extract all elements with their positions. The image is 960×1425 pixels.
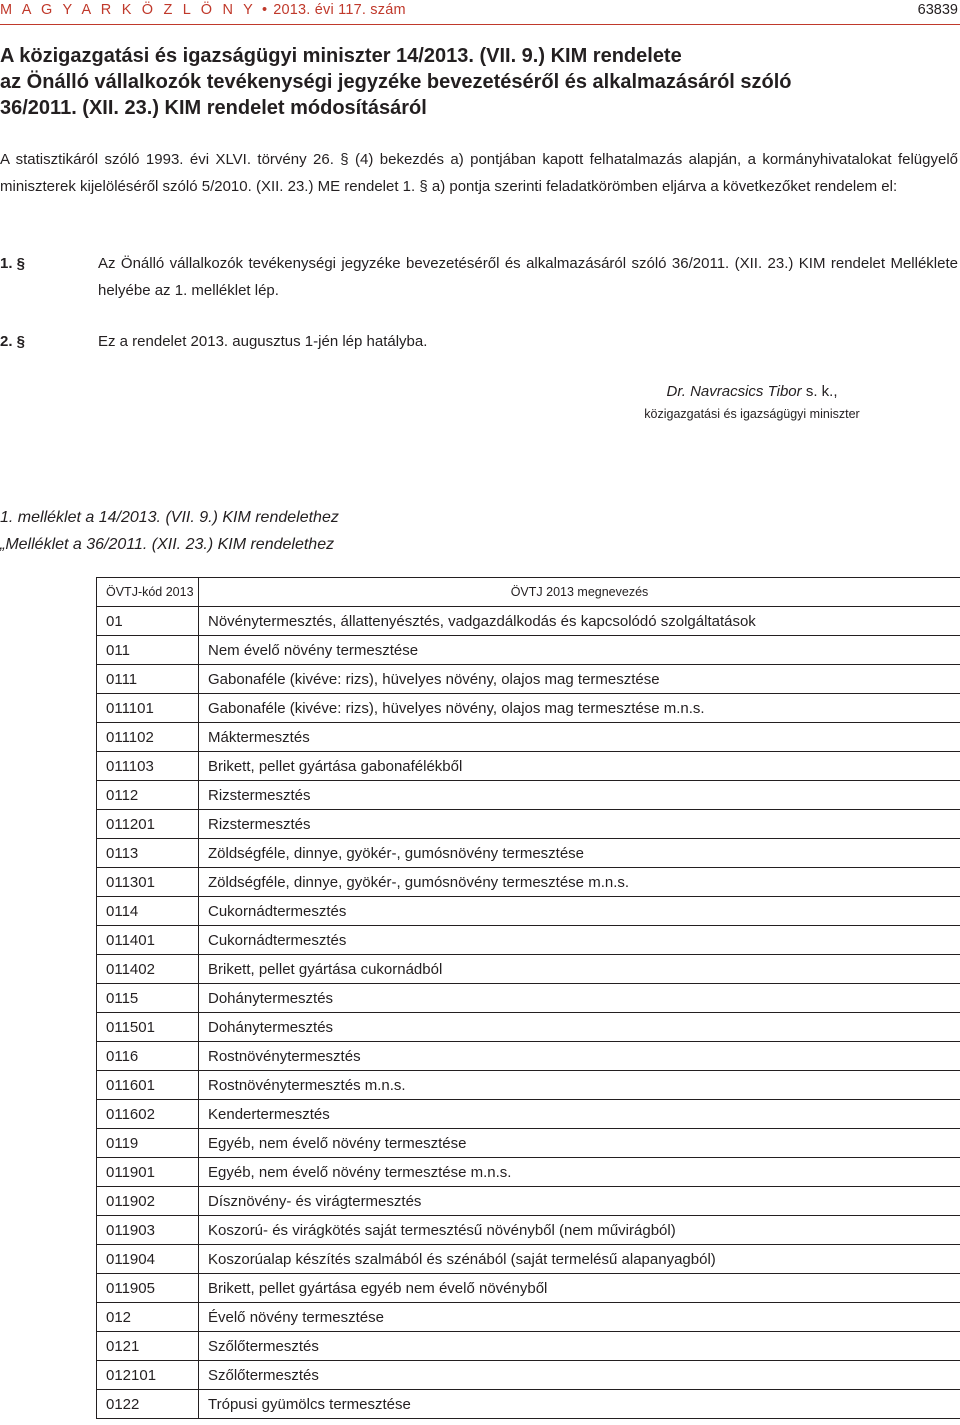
section-2 — [0, 328, 960, 355]
table-row — [97, 1390, 960, 1419]
row-code: 011201 — [97, 810, 199, 839]
row-description: Szőlőtermesztés — [199, 1332, 960, 1361]
annex-line-1: 1. melléklet a 14/2013. (VII. 9.) KIM rendelethez — [0, 509, 339, 526]
row-code: 011301 — [97, 868, 199, 897]
journal-issue-line — [0, 2, 406, 18]
page-header — [0, 0, 960, 26]
row-description: Rizstermesztés — [199, 781, 960, 810]
section-1 — [0, 250, 960, 304]
row-description: Cukornádtermesztés — [199, 926, 960, 955]
header-divider — [0, 24, 960, 25]
header-separator: • — [261, 2, 268, 18]
row-code: 012 — [97, 1303, 199, 1332]
row-description: Rostnövénytermesztés m.n.s. — [199, 1071, 960, 1100]
row-description: Dohánytermesztés — [199, 984, 960, 1013]
table-body — [97, 607, 960, 1419]
table-row — [97, 868, 960, 897]
row-description: Rostnövénytermesztés — [199, 1042, 960, 1071]
title-line-2: az Önálló vállalkozók tevékenységi jegyzéke bevezetéséről és alkalmazásáról szóló — [0, 71, 792, 93]
row-description: Dohánytermesztés — [199, 1013, 960, 1042]
annex-heading — [0, 504, 339, 558]
row-code: 011101 — [97, 694, 199, 723]
section-text: Az Önálló vállalkozók tevékenységi jegyzéke bevezetéséről és alkalmazásáról szóló 36/2011. (XII. 23.) KIM rendelet Melléklete helyébe az 1. melléklet lép. — [98, 255, 958, 299]
annex-line-2: „Melléklet a 36/2011. (XII. 23.) KIM rendelethez — [0, 536, 335, 553]
row-description: Zöldségféle, dinnye, gyökér-, gumósnövény termesztése — [199, 839, 960, 868]
table-header-row — [97, 578, 960, 607]
signature-block — [632, 383, 872, 422]
row-description: Cukornádtermesztés — [199, 897, 960, 926]
signer-name-line — [632, 383, 872, 401]
row-description: Szőlőtermesztés — [199, 1361, 960, 1390]
row-description: Zöldségféle, dinnye, gyökér-, gumósnövény termesztése m.n.s. — [199, 868, 960, 897]
row-code: 011501 — [97, 1013, 199, 1042]
journal-name: M A G Y A R K Ö Z L Ö N Y — [0, 2, 256, 18]
signer-role: közigazgatási és igazságügyi miniszter — [644, 407, 860, 421]
column-header-name: ÖVTJ 2013 megnevezés — [199, 578, 960, 607]
row-description: Máktermesztés — [199, 723, 960, 752]
row-code: 011602 — [97, 1100, 199, 1129]
table-row — [97, 1100, 960, 1129]
row-description: Rizstermesztés — [199, 810, 960, 839]
row-description: Brikett, pellet gyártása gabonafélékből — [199, 752, 960, 781]
row-description: Koszorúalap készítés szalmából és szénából (saját termelésű alapanyagból) — [199, 1245, 960, 1274]
section-text: Ez a rendelet 2013. augusztus 1-jén lép hatályba. — [98, 333, 428, 350]
table-row — [97, 897, 960, 926]
row-code: 011901 — [97, 1158, 199, 1187]
table-row — [97, 752, 960, 781]
preamble: A statisztikáról szóló 1993. évi XLVI. törvény 26. § (4) bekezdés a) pontjában kapott felhatalmazás alapján, a kormányhivatalokat felügyelő miniszterek kijelöléséről szóló 5/2010. (XII. 23.) ME rendelet 1. § a) pontja szerinti feladatkörömben eljárva a következőket rendelem el: — [0, 151, 958, 195]
signer-name: Dr. Navracsics Tibor — [666, 383, 802, 400]
row-description: Kendertermesztés — [199, 1100, 960, 1129]
table-row — [97, 1013, 960, 1042]
signer-suffix: s. k., — [801, 383, 838, 400]
row-code: 0121 — [97, 1332, 199, 1361]
row-code: 0116 — [97, 1042, 199, 1071]
table-row — [97, 839, 960, 868]
table-row — [97, 1274, 960, 1303]
row-description: Brikett, pellet gyártása cukornádból — [199, 955, 960, 984]
table-row — [97, 1361, 960, 1390]
table-row — [97, 926, 960, 955]
row-description: Növénytermesztés, állattenyésztés, vadgazdálkodás és kapcsolódó szolgáltatások — [199, 607, 960, 636]
table-row — [97, 636, 960, 665]
classification-table — [96, 577, 960, 1419]
row-code: 01 — [97, 607, 199, 636]
row-description: Évelő növény termesztése — [199, 1303, 960, 1332]
row-code: 0111 — [97, 665, 199, 694]
row-code: 011102 — [97, 723, 199, 752]
row-code: 0122 — [97, 1390, 199, 1419]
row-code: 0114 — [97, 897, 199, 926]
table-row — [97, 1071, 960, 1100]
table-row — [97, 723, 960, 752]
table-row — [97, 1158, 960, 1187]
row-description: Egyéb, nem évelő növény termesztése m.n.s. — [199, 1158, 960, 1187]
table-row — [97, 607, 960, 636]
row-description: Egyéb, nem évelő növény termesztése — [199, 1129, 960, 1158]
table-row — [97, 1129, 960, 1158]
row-code: 012101 — [97, 1361, 199, 1390]
row-code: 011902 — [97, 1187, 199, 1216]
row-code: 0115 — [97, 984, 199, 1013]
decree-title — [0, 43, 960, 121]
table-row — [97, 1216, 960, 1245]
row-description: Dísznövény- és virágtermesztés — [199, 1187, 960, 1216]
row-code: 011904 — [97, 1245, 199, 1274]
title-line-1: A közigazgatási és igazságügyi miniszter 14/2013. (VII. 9.) KIM rendelete — [0, 45, 682, 67]
table-row — [97, 1187, 960, 1216]
row-code: 011402 — [97, 955, 199, 984]
row-description: Gabonaféle (kivéve: rizs), hüvelyes növény, olajos mag termesztése — [199, 665, 960, 694]
column-header-code: ÖVTJ-kód 2013 — [97, 578, 199, 607]
table-row — [97, 781, 960, 810]
table-row — [97, 810, 960, 839]
table-row — [97, 955, 960, 984]
row-code: 011903 — [97, 1216, 199, 1245]
title-line-3: 36/2011. (XII. 23.) KIM rendelet módosításáról — [0, 97, 427, 119]
row-code: 0119 — [97, 1129, 199, 1158]
row-description: Trópusi gyümölcs termesztése — [199, 1390, 960, 1419]
row-code: 0113 — [97, 839, 199, 868]
row-code: 011401 — [97, 926, 199, 955]
row-code: 0112 — [97, 781, 199, 810]
table-row — [97, 1042, 960, 1071]
row-description: Nem évelő növény termesztése — [199, 636, 960, 665]
section-number: 2. § — [0, 333, 26, 350]
row-code: 011905 — [97, 1274, 199, 1303]
table-row — [97, 665, 960, 694]
section-number: 1. § — [0, 255, 26, 272]
table-row — [97, 1303, 960, 1332]
table-row — [97, 1332, 960, 1361]
row-description: Gabonaféle (kivéve: rizs), hüvelyes növény, olajos mag termesztése m.n.s. — [199, 694, 960, 723]
table-row — [97, 694, 960, 723]
row-code: 011601 — [97, 1071, 199, 1100]
row-description: Koszorú- és virágkötés saját termesztésű növényből (nem művirágból) — [199, 1216, 960, 1245]
row-description: Brikett, pellet gyártása egyéb nem évelő növényből — [199, 1274, 960, 1303]
table-row — [97, 984, 960, 1013]
row-code: 011 — [97, 636, 199, 665]
row-code: 011103 — [97, 752, 199, 781]
issue-label: 2013. évi 117. szám — [273, 2, 406, 18]
page-number: 63839 — [917, 2, 958, 18]
table-row — [97, 1245, 960, 1274]
